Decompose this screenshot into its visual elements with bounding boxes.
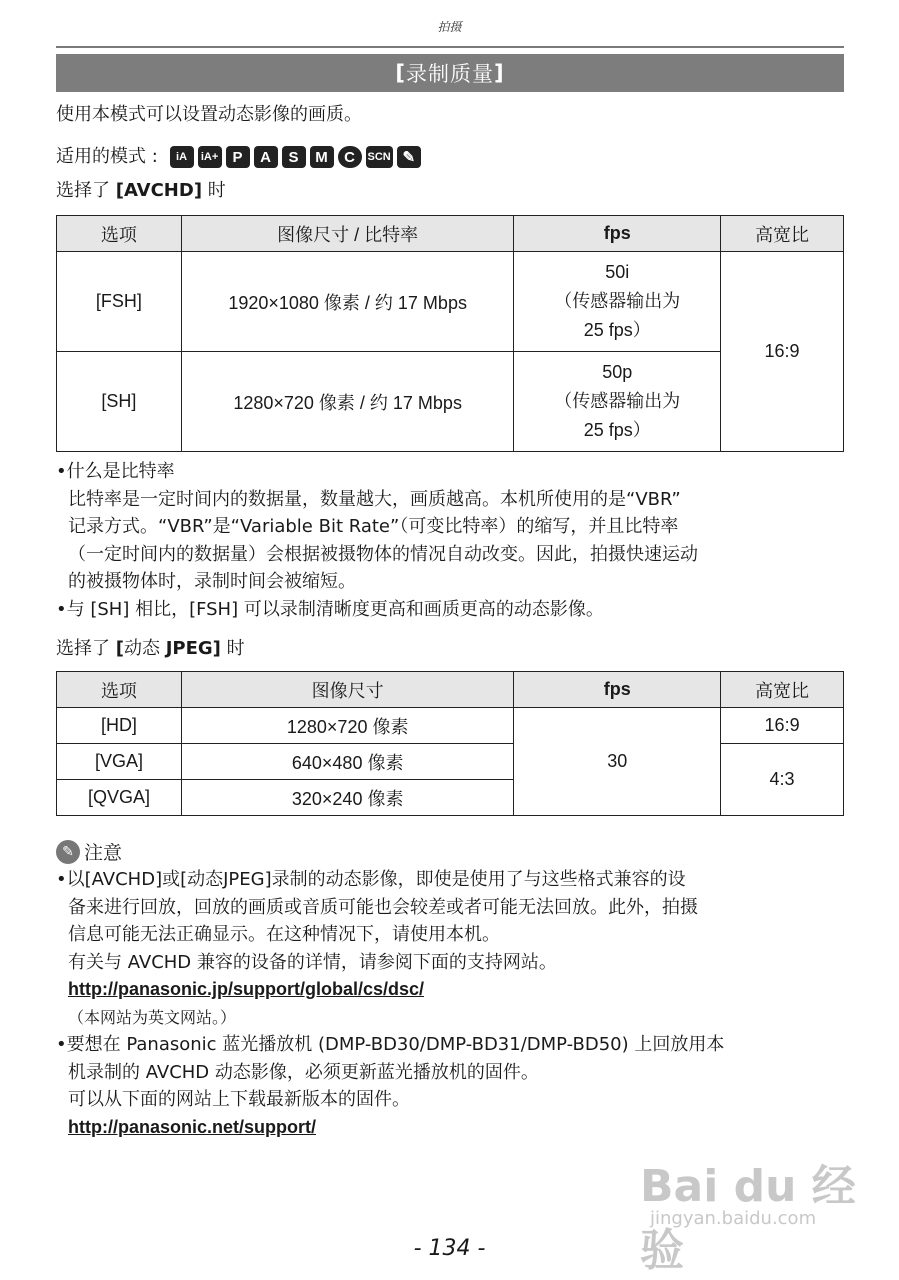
ia-mode-icon: iA xyxy=(170,146,194,168)
option-cell: [SH] xyxy=(57,352,182,452)
col-aspect: 高宽比 xyxy=(721,216,844,252)
col-fps: fps xyxy=(514,672,721,708)
title-text: 录制质量 xyxy=(406,62,494,86)
page-title xyxy=(56,54,844,92)
fps-cell xyxy=(514,352,721,452)
modes-label: 适用的模式 : xyxy=(56,146,158,167)
col-fps: fps xyxy=(514,216,721,252)
note-heading xyxy=(56,838,122,865)
title-bracket-close: ] xyxy=(494,61,505,85)
fps-note-end: 25 fps） xyxy=(583,420,651,440)
p-mode-icon: P xyxy=(226,146,250,168)
aspect-cell: 16:9 xyxy=(721,252,844,452)
size-cell: 1920×1080 像素 / 约 17 Mbps xyxy=(181,252,514,352)
fps-value: 50i xyxy=(605,262,630,282)
table-row xyxy=(57,708,844,744)
note-line: 机录制的 AVCHD 动态影像，必须更新蓝光播放机的固件。 xyxy=(68,1061,539,1083)
bitrate-line: 比特率是一定时间内的数据量，数量越大，画质越高。本机所使用的是“VBR” xyxy=(68,488,681,510)
size-cell: 1280×720 像素 xyxy=(181,708,514,744)
bitrate-explanation xyxy=(56,458,846,623)
table-row xyxy=(57,252,844,352)
mode-icons xyxy=(170,146,421,168)
fps-cell: 30 xyxy=(514,708,721,816)
creative-mode-icon: ✎ xyxy=(397,146,421,168)
avchd-table xyxy=(56,215,844,452)
aspect-cell: 16:9 xyxy=(721,708,844,744)
size-cell: 640×480 像素 xyxy=(181,744,514,780)
m-mode-icon: M xyxy=(310,146,334,168)
col-size: 图像尺寸 xyxy=(181,672,514,708)
s-mode-icon: S xyxy=(282,146,306,168)
mjpeg-heading-mid: 动态 xyxy=(123,638,166,659)
bitrate-line: 的被摄物体时，录制时间会被缩短。 xyxy=(68,571,356,592)
note-line: 有关与 AVCHD 兼容的设备的详情，请参阅下面的支持网站。 xyxy=(68,951,557,973)
mjpeg-table xyxy=(56,671,844,816)
pencil-note-icon: ✎ xyxy=(56,840,80,864)
size-cell: 320×240 像素 xyxy=(181,780,514,816)
option-cell: [FSH] xyxy=(57,252,182,352)
note-title: 注意 xyxy=(84,842,123,864)
col-aspect: 高宽比 xyxy=(721,672,844,708)
intro-text: 使用本模式可以设置动态影像的画质。 xyxy=(56,104,362,125)
note-line: •要想在 Panasonic 蓝光播放机 (DMP-BD30/DMP-BD31/DMP-BD50) 上回放用本 xyxy=(56,1034,725,1055)
table-row xyxy=(57,744,844,780)
support-link[interactable]: http://panasonic.jp/support/global/cs/dsc/ xyxy=(68,979,425,999)
table-header-row xyxy=(57,216,844,252)
fps-note: （传感器输出为 xyxy=(554,291,681,311)
mjpeg-heading-bold: JPEG] xyxy=(165,638,221,659)
avchd-heading-bold: [AVCHD] xyxy=(115,180,203,201)
c-mode-icon: C xyxy=(338,146,362,168)
fps-note: （传感器输出为 xyxy=(554,391,681,411)
fps-value: 50p xyxy=(602,362,633,382)
avchd-heading-pre: 选择了 xyxy=(56,180,116,201)
table-header-row xyxy=(57,672,844,708)
mjpeg-heading-post: 时 xyxy=(220,638,245,659)
header-divider xyxy=(56,46,844,48)
option-cell: [QVGA] xyxy=(57,780,182,816)
mjpeg-heading-pre: 选择了 xyxy=(56,638,116,659)
notes-section xyxy=(56,866,846,1141)
col-option: 选项 xyxy=(57,672,182,708)
title-bracket-open: [ xyxy=(395,61,406,85)
mjpeg-heading xyxy=(56,634,245,660)
firmware-link[interactable]: http://panasonic.net/support/ xyxy=(68,1116,316,1137)
scn-mode-icon: SCN xyxy=(366,146,393,168)
page-number: - 134 - xyxy=(413,1236,486,1261)
avchd-heading xyxy=(56,176,226,202)
col-option: 选项 xyxy=(57,216,182,252)
note-line: 备来进行回放，回放的画质或音质可能也会较差或者可能无法回放。此外，拍摄 xyxy=(68,896,698,918)
baidu-watermark: Bai du 经验 xyxy=(640,1161,856,1276)
note-line: •以[AVCHD]或[动态JPEG]录制的动态影像，即使是使用了与这些格式兼容的设 xyxy=(56,869,686,890)
fps-note-end: 25 fps） xyxy=(583,320,651,340)
aspect-cell: 4:3 xyxy=(721,744,844,816)
fps-cell xyxy=(514,252,721,352)
sh-fsh-compare: •与 [SH] 相比，[FSH] 可以录制清晰度更高和画质更高的动态影像。 xyxy=(56,598,604,620)
baidu-watermark-url: jingyan.baidu.com xyxy=(650,1208,817,1229)
col-size-bitrate: 图像尺寸 / 比特率 xyxy=(181,216,514,252)
option-cell: [VGA] xyxy=(57,744,182,780)
bitrate-title: •什么是比特率 xyxy=(56,461,175,482)
section-header: 拍摄 xyxy=(437,20,462,34)
applicable-modes xyxy=(56,142,421,168)
a-mode-icon: A xyxy=(254,146,278,168)
size-cell: 1280×720 像素 / 约 17 Mbps xyxy=(181,352,514,452)
avchd-heading-post: 时 xyxy=(202,180,226,201)
ia-plus-mode-icon: iA+ xyxy=(198,146,222,168)
bitrate-line: （一定时间内的数据量）会根据被摄物体的情况自动改变。因此，拍摄快速运动 xyxy=(68,543,698,565)
note-line: 可以从下面的网站上下载最新版本的固件。 xyxy=(68,1089,410,1110)
english-site-note: （本网站为英文网站。） xyxy=(68,1007,237,1027)
mjpeg-heading-bracket: [ xyxy=(115,638,124,659)
bitrate-line: 记录方式。“VBR”是“Variable Bit Rate”（可变比特率）的缩写，并且比特率 xyxy=(68,516,679,537)
option-cell: [HD] xyxy=(57,708,182,744)
note-line: 信息可能无法正确显示。在这种情况下，请使用本机。 xyxy=(68,924,500,945)
